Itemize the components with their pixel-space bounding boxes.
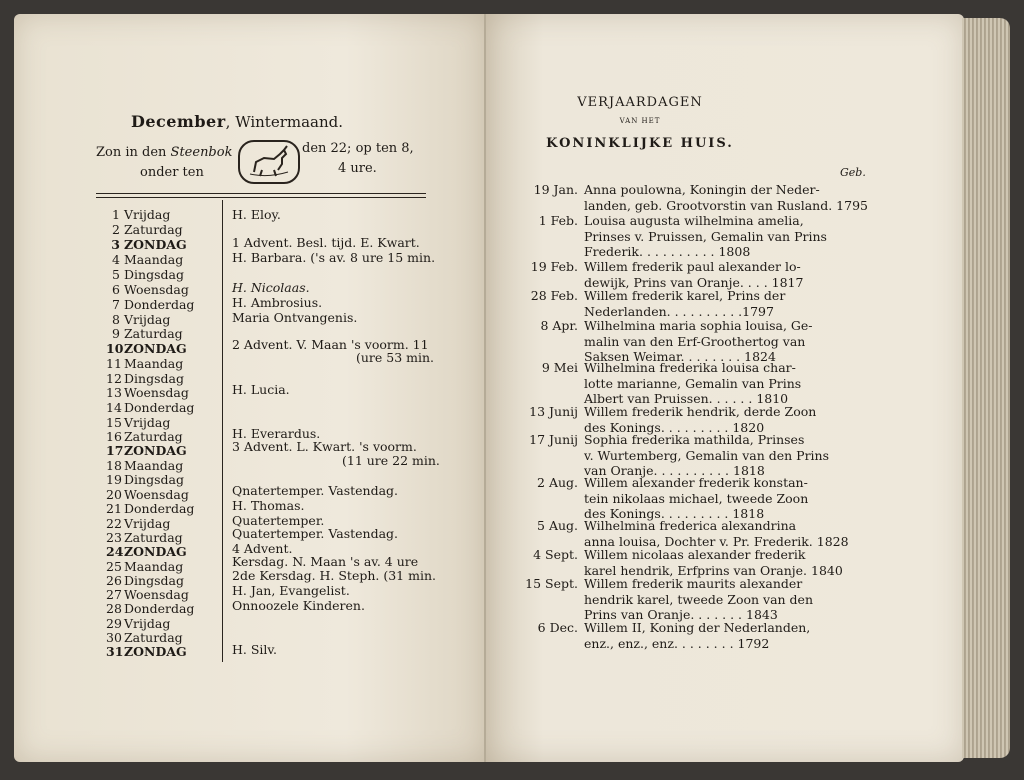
calendar-day: 30 Zaturdag [106, 630, 183, 645]
calendar-day: 5 Dingsdag [112, 267, 184, 282]
month-suffix: , Wintermaand. [225, 113, 344, 131]
entry-text: Willem nicolaas alexander frederik karel hendrik, Erfprins van Oranje. 1840 [584, 547, 843, 578]
sun-line1-right: den 22; op ten 8, [302, 141, 414, 156]
birthdays-subtitle: VAN HET [619, 117, 661, 125]
calendar-day: 28 Donderdag [106, 601, 195, 616]
entry-date: 6 Dec. [537, 620, 578, 635]
calendar-day: 14 Donderdag [106, 400, 195, 415]
entry-text: Willem II, Koning der Nederlanden, enz., enz., enz. . . . . . . . 1792 [584, 620, 811, 651]
entry-text: Willem alexander frederik konstan- tein nikolaas michael, tweede Zoon des Konings. . . . . . . . . 1818 [584, 475, 809, 521]
sun-line2-right: 4 ure. [338, 161, 377, 176]
calendar-day: 15 Vrijdag [106, 415, 171, 430]
calendar-day: 1 Vrijdag [112, 207, 171, 222]
calendar-day: 12 Dingsdag [106, 371, 184, 386]
calendar-day: 22 Vrijdag [106, 516, 171, 531]
entry-text: Willem frederik maurits alexander hendrik karel, tweede Zoon van den Prins van Oranje. . . . . . . 1843 [584, 576, 814, 622]
capricorn-sign-icon [238, 140, 300, 184]
entry-text: Wilhelmina frederica alexandrina anna louisa, Dochter v. Pr. Frederik. 1828 [584, 518, 849, 549]
entry-text: Anna poulowna, Koningin der Neder- landen, geb. Grootvorstin van Rusland. 1795 [584, 182, 868, 213]
day-note: Qnatertemper. Vastendag. [232, 483, 399, 498]
column-divider [222, 200, 223, 662]
sun-text-in: Zon in den [96, 145, 171, 160]
day-note: H. Jan, Evangelist. [232, 583, 350, 598]
day-note: H. Silv. [232, 642, 277, 657]
day-note: H. Barbara. ('s av. 8 ure 15 min. [232, 250, 436, 265]
entry-date: 2 Aug. [537, 475, 578, 490]
calendar-day: 16 Zaturdag [106, 429, 183, 444]
entry-text: Wilhelmina maria sophia louisa, Ge- malin van den Erf-Groothertog van Saksen Weimar. . . . . . . . 1824 [584, 318, 813, 364]
entry-date: 1 Feb. [538, 213, 578, 228]
page-edges [962, 18, 1010, 758]
calendar-day: 25 Maandag [106, 559, 184, 574]
day-note: (ure 53 min. [356, 350, 435, 365]
entry-date: 19 Jan. [533, 182, 578, 197]
sun-line1-left [96, 142, 232, 164]
entry-text: Willem frederik hendrik, derde Zoon des Konings. . . . . . . . . 1820 [584, 404, 817, 435]
entry-date: 4 Sept. [533, 547, 578, 562]
day-note: (11 ure 22 min. [342, 453, 440, 468]
day-note: H. Eloy. [232, 207, 281, 222]
calendar-day: 9 Zaturdag [112, 326, 183, 341]
calendar-day: 20 Woensdag [106, 487, 189, 502]
born-column-label: Geb. [840, 166, 866, 179]
calendar-day: 4 Maandag [112, 252, 184, 267]
entry-text: Wilhelmina frederika louisa char- lotte marianne, Gemalin van Prins Albert van Pruissen. . . . . . 1810 [584, 360, 802, 406]
month-name: December [130, 112, 226, 131]
day-note: Onnoozele Kinderen. [232, 598, 365, 613]
calendar-day: 24ZONDAG [106, 544, 187, 559]
royal-house-title: KONINKLIJKE HUIS. [546, 136, 734, 151]
sun-sign-name: Steenbok [170, 145, 233, 160]
day-note: 2 Advent. V. Maan 's voorm. 11 [232, 337, 429, 352]
calendar-day: 7 Donderdag [112, 297, 195, 312]
day-note: H. Thomas. [232, 498, 305, 513]
day-note: Kersdag. N. Maan 's av. 4 ure [232, 554, 419, 569]
calendar-day: 23 Zaturdag [106, 530, 183, 545]
entry-text: Willem frederik paul alexander lo- dewijk, Prins van Oranje. . . . 1817 [584, 259, 804, 290]
day-note: 2de Kersdag. H. Steph. (31 min. [232, 568, 436, 583]
day-note: 3 Advent. L. Kwart. 's voorm. [232, 439, 417, 454]
day-note: Maria Ontvangenis. [232, 310, 358, 325]
calendar-day: 11 Maandag [106, 356, 184, 371]
day-note: Quatertemper. Vastendag. [232, 526, 399, 541]
entry-date: 9 Mei [541, 360, 578, 375]
calendar-day: 27 Woensdag [106, 587, 189, 602]
entry-date: 19 Feb. [530, 259, 578, 274]
day-note: Quatertemper. [232, 513, 325, 528]
entry-text: Willem frederik karel, Prins der Nederlanden. . . . . . . . . .1797 [584, 288, 786, 319]
header-double-rule [96, 193, 426, 198]
day-note: 1 Advent. Besl. tijd. E. Kwart. [232, 235, 420, 250]
calendar-day: 26 Dingsdag [106, 573, 184, 588]
calendar-day: 19 Dingsdag [106, 472, 184, 487]
calendar-day: 17ZONDAG [106, 443, 187, 458]
entry-date: 8 Apr. [540, 318, 578, 333]
entry-text: Sophia frederika mathilda, Prinses v. Wurtemberg, Gemalin van den Prins van Oranje. . . . . . . . . . 1818 [584, 432, 830, 478]
day-note: H. Lucia. [232, 382, 290, 397]
calendar-day: 6 Woensdag [112, 282, 189, 297]
calendar-day: 3 ZONDAG [111, 237, 187, 252]
sun-line2-left: onder ten [140, 165, 204, 180]
calendar-day: 10ZONDAG [106, 341, 187, 356]
entry-date: 5 Aug. [537, 518, 578, 533]
calendar-day: 31ZONDAG [106, 644, 187, 659]
day-note: H. Everardus. [232, 426, 321, 441]
entry-date: 28 Feb. [530, 288, 578, 303]
day-note: 4 Advent. [232, 541, 293, 556]
calendar-day: 8 Vrijdag [112, 312, 171, 327]
birthdays-title: VERJAARDAGEN [577, 95, 703, 110]
entry-date: 15 Sept. [525, 576, 578, 591]
entry-date: 17 Junij [529, 432, 578, 447]
entry-text: Louisa augusta wilhelmina amelia, Prinses v. Pruissen, Gemalin van Prins Frederik. . . . . . . . . . 1808 [584, 213, 827, 259]
entry-date: 13 Junij [529, 404, 578, 419]
calendar-day: 29 Vrijdag [106, 616, 171, 631]
calendar-day: 2 Zaturdag [112, 222, 183, 237]
day-note: H. Ambrosius. [232, 295, 323, 310]
calendar-day: 18 Maandag [106, 458, 184, 473]
calendar-day: 13 Woensdag [106, 385, 189, 400]
day-note: H. Nicolaas. [232, 280, 310, 295]
month-heading [0, 112, 474, 131]
calendar-day: 21 Donderdag [106, 501, 195, 516]
